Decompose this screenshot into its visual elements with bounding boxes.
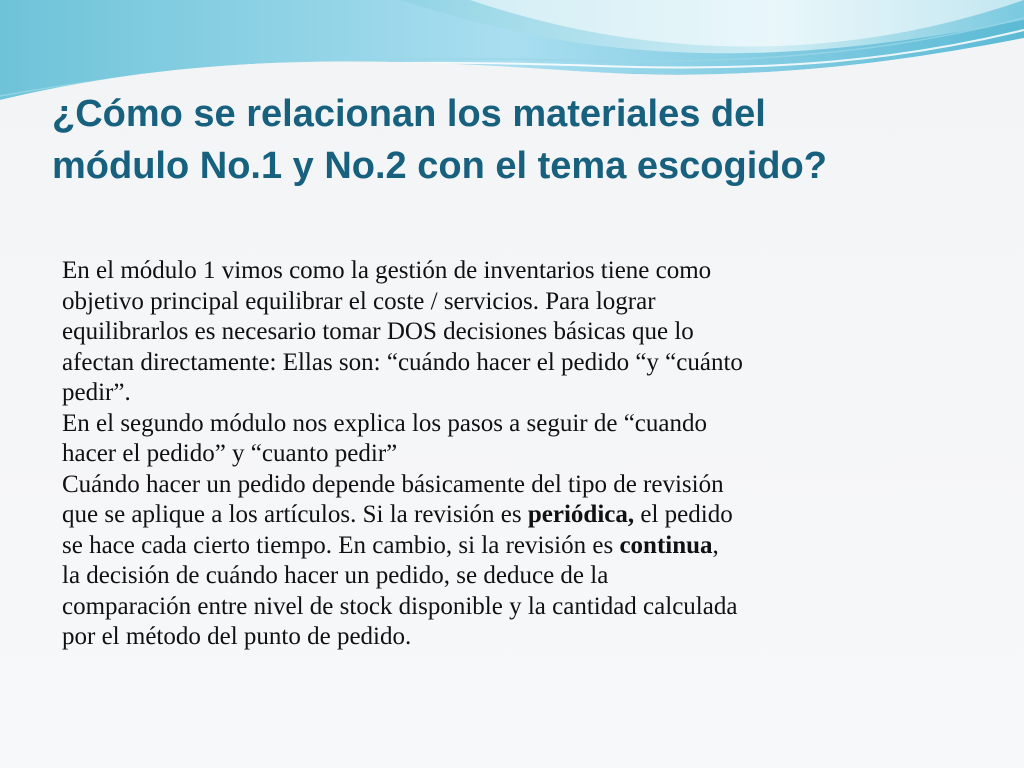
text-segment: , (712, 531, 719, 559)
bold-term-periodica: periódica, (527, 501, 635, 528)
text-line: afectan directamente: Ellas son: “cuándo hacer el pedido “y “cuánto (62, 348, 743, 376)
text-line: pedir”. (62, 379, 131, 406)
text-line: hacer el pedido” y “cuanto pedir” (62, 440, 398, 467)
text-line: por el método del punto de pedido. (62, 623, 412, 650)
text-segment: el pedido (634, 501, 733, 528)
paragraph-module-2 (62, 409, 982, 470)
text-line: En el segundo módulo nos explica los pasos a seguir de “cuando (62, 409, 707, 437)
slide-title-line: módulo No.1 y No.2 con el tema escogido? (52, 145, 827, 187)
paragraph-when-to-order (62, 470, 982, 653)
text-line: objetivo principal equilibrar el coste / servicios. Para lograr (62, 287, 656, 315)
text-segment: se hace cada cierto tiempo. En cambio, si la revisión es (62, 531, 620, 559)
text-line (62, 531, 982, 562)
text-line: En el módulo 1 vimos como la gestión de inventarios tiene como (62, 257, 712, 284)
slide-title (52, 88, 982, 192)
text-line: equilibrarlos es necesario tomar DOS decisiones básicas que lo (62, 318, 694, 345)
slide-body (62, 256, 982, 653)
text-line: Cuándo hacer un pedido depende básicamente del tipo de revisión (62, 470, 724, 498)
paragraph-module-1 (62, 256, 982, 409)
slide-title-line: ¿Cómo se relacionan los materiales del (52, 93, 766, 135)
text-line: comparación entre nivel de stock disponible y la cantidad calculada (62, 592, 738, 620)
text-segment: que se aplique a los artículos. Si la revisión es (62, 501, 528, 528)
text-line: la decisión de cuándo hacer un pedido, se deduce de la (62, 562, 609, 589)
bold-term-continua: continua (619, 531, 713, 559)
text-line (62, 500, 982, 531)
